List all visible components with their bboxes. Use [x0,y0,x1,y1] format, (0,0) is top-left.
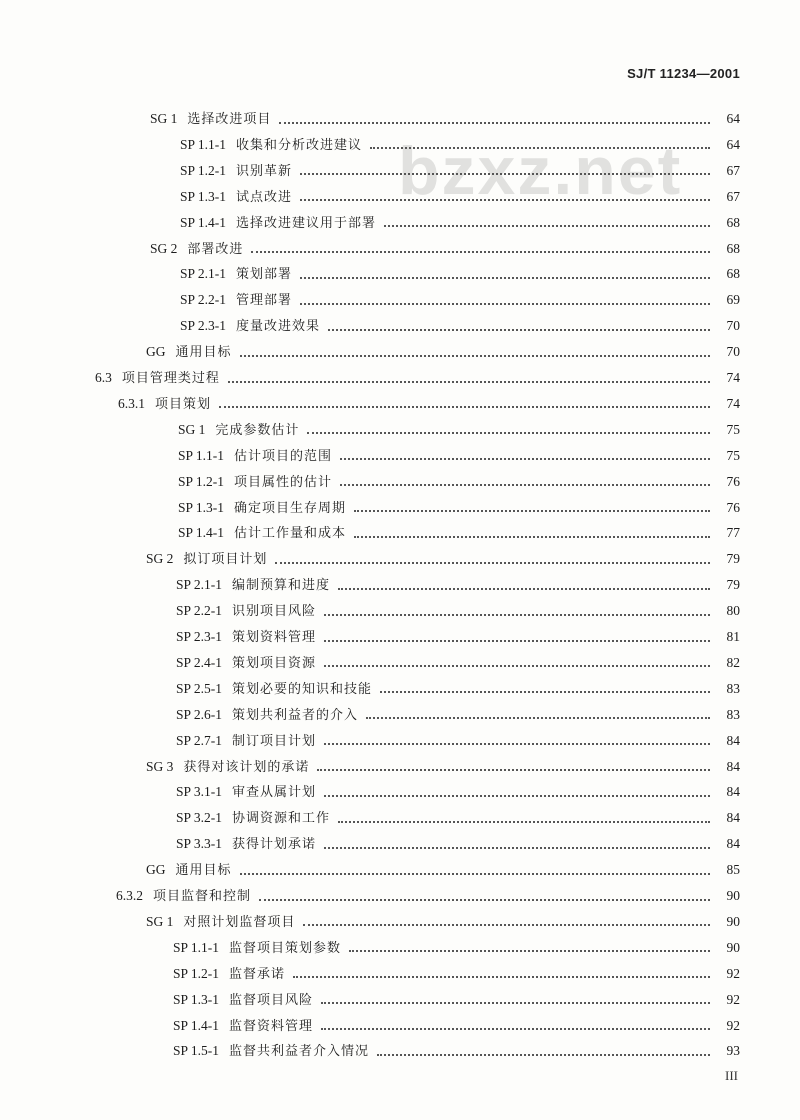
toc-entry-page: 84 [726,758,740,774]
toc-entry[interactable] [150,238,740,260]
toc-entry[interactable] [150,108,740,130]
toc-entry[interactable] [176,652,740,674]
toc-entry[interactable] [173,963,740,985]
toc-entry-title: 估计工作量和成本 [234,526,347,542]
toc-entry[interactable] [173,989,740,1011]
toc-entry[interactable] [95,367,740,389]
toc-entry-number: SP 1.4-1 [180,214,227,230]
toc-entry-number: SP 1.4-1 [178,525,225,541]
toc-entry-number: SP 2.3-1 [176,629,223,644]
dot-leader [380,690,710,693]
dot-leader [251,250,710,253]
dot-leader [349,949,710,952]
toc-entry-page: 79 [726,577,740,593]
toc-entry-title: 估计项目的范围 [234,448,333,464]
toc-entry-number: SP 2.2-1 [176,603,223,619]
toc-entry-number: SP 2.1-1 [180,266,227,282]
toc-entry-page: 68 [726,266,740,282]
dot-leader [377,1053,710,1056]
toc-entry-number: SG 1 [178,421,206,437]
toc-entry-title: 制订项目计划 [232,733,317,749]
toc-entry-page: 81 [726,629,740,644]
toc-entry-number: SP 1.2-1 [173,965,220,981]
page-number: III [725,1068,738,1083]
toc-entry-page: 84 [726,836,740,852]
toc-entry-number: SP 3.2-1 [176,810,223,826]
toc-entry-page: 67 [726,188,740,204]
dot-leader [366,716,710,719]
dot-leader [275,561,710,564]
toc-entry[interactable] [176,807,740,829]
toc-entry-page: 84 [726,784,740,800]
toc-entry-number: SP 1.3-1 [173,991,220,1007]
toc-entry-page: 83 [726,706,740,722]
toc-entry-number: 6.3 [95,370,112,385]
toc-entry[interactable] [146,911,740,933]
toc-entry-page: 85 [726,862,740,878]
toc-entry[interactable] [176,574,740,596]
toc-entry-title: 项目属性的估计 [234,474,333,490]
toc-entry[interactable] [180,160,740,182]
toc-entry-title: 编制预算和进度 [232,578,331,594]
toc-entry-number: SP 1.5-1 [173,1043,220,1059]
toc-entry-number: SG 1 [150,111,178,126]
dot-leader [240,354,710,357]
toc-entry-page: 64 [726,136,740,152]
toc-entry-page: 77 [726,525,740,541]
toc-entry[interactable] [146,548,740,570]
toc-entry[interactable] [146,859,740,881]
toc-entry-title: 获得计划承诺 [232,837,317,853]
dot-leader [219,405,710,408]
toc-entry-title: 通用目标 [175,863,232,879]
toc-entry-page: 70 [726,318,740,334]
toc-entry-page: 90 [726,913,740,929]
dot-leader [321,1001,710,1004]
toc-entry-number: SP 1.2-1 [178,473,225,489]
toc-entry-number: SP 2.2-1 [180,292,227,308]
toc-entry-page: 93 [726,1043,740,1059]
toc-entry-number: SP 1.2-1 [180,162,227,178]
toc-entry[interactable] [146,756,740,778]
toc-entry-title: 选择改进项目 [187,112,272,127]
toc-entry-number: SP 1.1-1 [180,136,227,152]
toc-entry[interactable] [178,419,740,441]
toc-entry[interactable] [176,678,740,700]
toc-entry[interactable] [116,885,740,907]
toc-entry-title: 识别革新 [236,163,293,179]
toc-entry-title: 项目监督和控制 [153,889,252,904]
toc-entry-page: 64 [726,111,740,126]
toc-entry-page: 84 [726,810,740,826]
toc-entry-title: 审查从属计划 [232,785,317,801]
toc-entry-page: 83 [726,680,740,696]
toc-entry-title: 完成参数估计 [215,422,300,438]
dot-leader [324,664,710,667]
dot-leader [324,742,710,745]
toc-entry-page: 80 [726,603,740,619]
toc-entry-title: 监督资料管理 [229,1018,314,1034]
toc-entry-number: SP 3.3-1 [176,836,223,852]
toc-entry-title: 监督承诺 [229,966,286,982]
toc-entry-title: 策划部署 [236,267,293,283]
toc-entry-title: 策划资料管理 [232,630,317,645]
toc-entry-number: SG 1 [146,913,174,929]
toc-entry-title: 收集和分析改进建议 [236,137,363,153]
toc-entry-title: 试点改进 [236,189,293,205]
toc-entry[interactable] [180,212,740,234]
dot-leader [259,898,710,901]
toc-entry-number: SP 1.3-1 [180,188,227,204]
toc-entry-page: 84 [726,732,740,748]
toc-entry-number: SG 2 [150,240,178,256]
toc-entry[interactable] [173,1015,740,1037]
toc-entry-number: SP 2.4-1 [176,654,223,670]
dot-leader [228,380,710,383]
toc-entry[interactable] [178,497,740,519]
toc-entry-page: 90 [726,939,740,955]
dot-leader [338,587,710,590]
toc-entry-page: 92 [726,1017,740,1033]
toc-entry[interactable] [178,522,740,544]
toc-entry-title: 策划共利益者的介入 [232,707,359,723]
toc-entry-title: 监督项目风险 [229,992,314,1008]
toc-entry-page: 69 [726,292,740,308]
toc-entry-title: 监督共利益者介入情况 [229,1044,370,1060]
dot-leader [384,224,710,227]
watermark: bzxz.net [398,133,683,209]
toc-entry-page: 82 [726,654,740,670]
toc-entry-page: 92 [726,991,740,1007]
toc-entry-page: 68 [726,240,740,256]
toc-entry-number: GG [146,862,166,878]
toc-entry-page: 70 [726,344,740,360]
toc-entry-number: SP 2.5-1 [176,680,223,696]
toc-entry-title: 通用目标 [175,345,232,361]
toc-entry-number: SP 1.1-1 [173,939,220,955]
toc-entry-title: 度量改进效果 [236,319,321,335]
toc-entry-page: 76 [726,473,740,489]
dot-leader [303,923,710,926]
toc-entry-number: SG 2 [146,551,174,567]
toc-entry-page: 76 [726,499,740,515]
toc-entry-page: 92 [726,965,740,981]
dot-leader [300,276,710,279]
toc-entry-title: 策划必要的知识和技能 [232,681,373,697]
toc-entry-title: 选择改进建议用于部署 [236,215,377,231]
toc-entry-title: 拟订项目计划 [183,552,268,568]
dot-leader [293,975,710,978]
toc-entry-number: SP 1.1-1 [178,447,225,463]
toc-entry-title: 识别项目风险 [232,604,317,620]
toc-entry[interactable] [176,626,740,648]
toc-entry[interactable] [146,341,740,363]
toc-entry-title: 管理部署 [236,293,293,309]
toc-entry-page: 68 [726,214,740,230]
toc-entry-number: SP 2.6-1 [176,706,223,722]
toc-entry-title: 对照计划监督项目 [183,914,296,930]
toc-entry-title: 协调资源和工作 [232,811,331,827]
dot-leader [300,302,710,305]
dot-leader [338,820,710,823]
toc-entry-page: 75 [726,447,740,463]
toc-entry[interactable] [176,730,740,752]
toc-entry[interactable] [180,315,740,337]
toc-entry[interactable] [176,781,740,803]
toc-entry-number: SP 2.3-1 [180,318,227,334]
toc-entry[interactable] [180,134,740,156]
toc-entry-number: SG 3 [146,758,174,774]
dot-leader [340,457,710,460]
dot-leader [307,431,710,434]
toc-entry-page: 79 [726,551,740,567]
dot-leader [340,483,710,486]
toc-entry-number: 6.3.2 [116,888,143,903]
standard-code: SJ/T 11234—2001 [627,66,740,81]
dot-leader [300,172,710,175]
toc-entry-number: SP 3.1-1 [176,784,223,800]
toc-entry-title: 确定项目生存周期 [234,500,347,516]
toc-entry-number: 6.3.1 [118,395,145,411]
dot-leader [370,146,710,149]
toc-entry-number: GG [146,344,166,360]
toc-entry[interactable] [176,833,740,855]
toc-entry-number: SP 2.1-1 [176,577,223,593]
dot-leader [279,121,710,124]
dot-leader [317,768,710,771]
toc-entry[interactable] [176,600,740,622]
toc-entry-page: 90 [726,888,740,903]
toc-entry-title: 获得对该计划的承诺 [183,759,310,775]
toc-entry[interactable] [178,445,740,467]
toc-entry-title: 监督项目策划参数 [229,940,342,956]
dot-leader [324,794,710,797]
dot-leader [324,639,710,642]
dot-leader [321,1027,710,1030]
toc-entry-title: 项目策划 [155,396,212,412]
dot-leader [324,846,710,849]
toc-entry-number: SP 1.4-1 [173,1017,220,1033]
toc-entry-page: 74 [726,395,740,411]
dot-leader [354,509,710,512]
toc-entry[interactable] [180,263,740,285]
toc-entry-title: 策划项目资源 [232,655,317,671]
toc-entry[interactable] [173,1040,740,1062]
toc-entry-page: 75 [726,421,740,437]
dot-leader [300,198,710,201]
toc-entry-title: 部署改进 [187,241,244,257]
toc-entry[interactable] [173,937,740,959]
toc-entry[interactable] [176,704,740,726]
dot-leader [354,535,710,538]
toc-entry[interactable] [180,289,740,311]
toc-entry-number: SP 1.3-1 [178,499,225,515]
toc-entry-page: 74 [726,370,740,385]
toc-entry-title: 项目管理类过程 [121,371,220,386]
dot-leader [324,613,710,616]
toc-entry[interactable] [180,186,740,208]
toc-entry-number: SP 2.7-1 [176,732,223,748]
toc-entry[interactable] [118,393,740,415]
toc-entry-page: 67 [726,162,740,178]
dot-leader [240,872,710,875]
toc-entry[interactable] [178,471,740,493]
dot-leader [328,328,710,331]
